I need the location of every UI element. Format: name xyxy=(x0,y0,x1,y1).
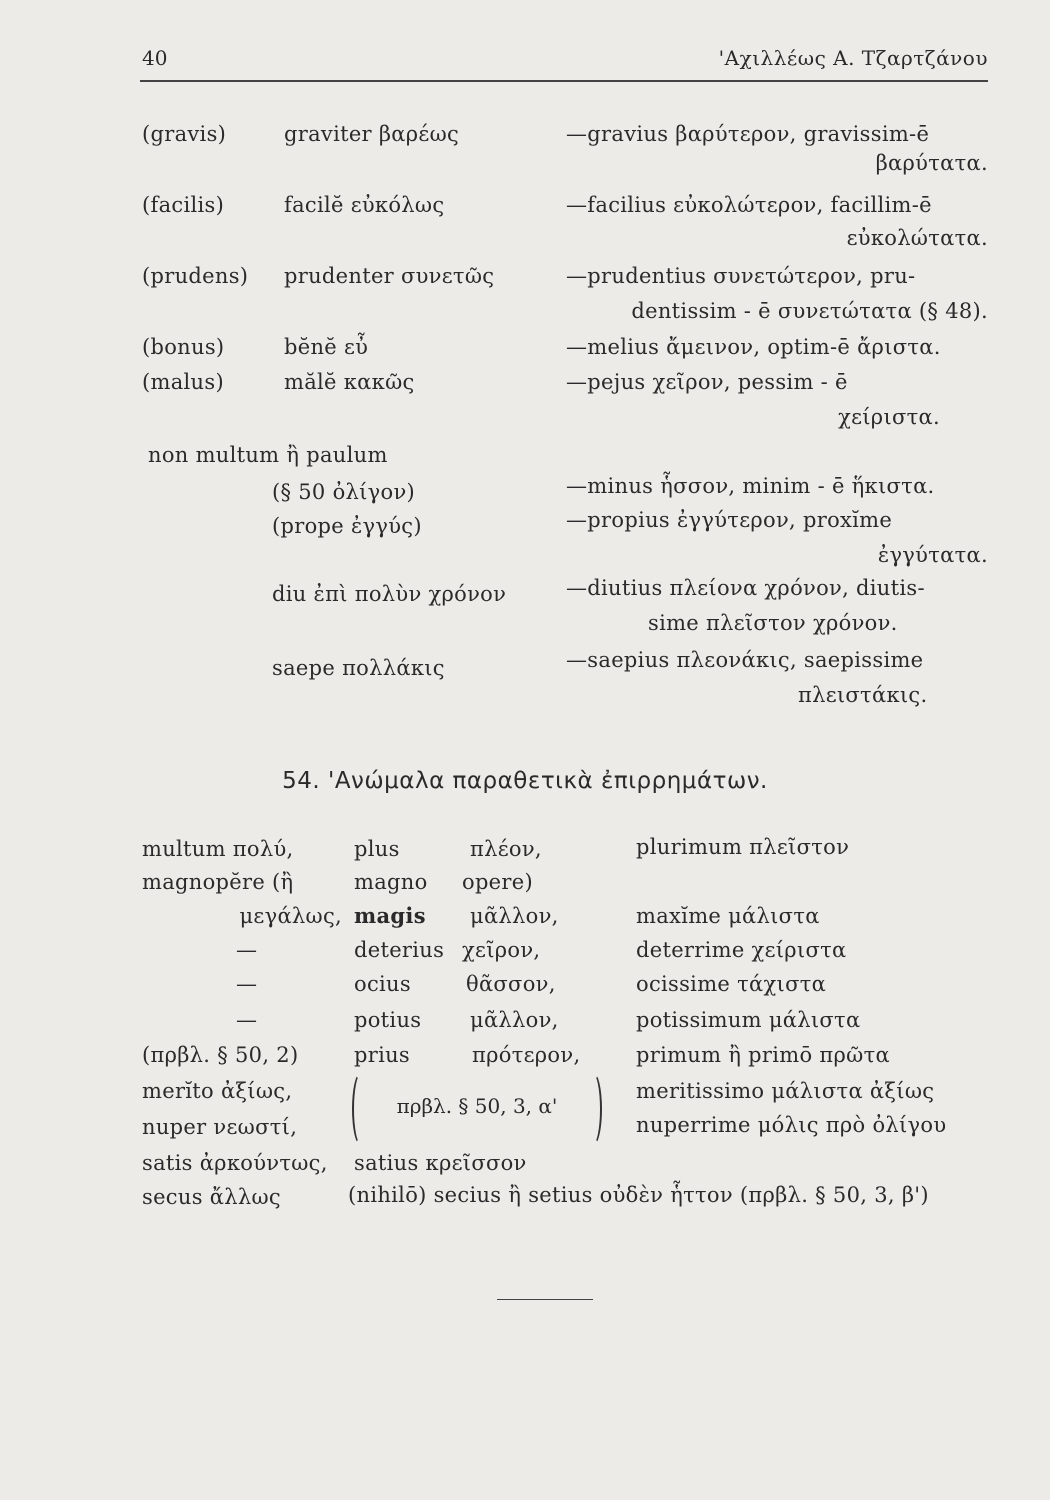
section-title: 54. 'Ανώμαλα παραθετικὰ ἐπιρρημάτων. xyxy=(282,768,768,794)
superlative-form: ocissime τάχιστα xyxy=(636,972,827,996)
positive-adverb: facilĕ εὐκόλως xyxy=(284,193,445,217)
superlative-form: potissimum μάλιστα xyxy=(636,1008,861,1032)
parenthetical-reference xyxy=(352,1072,602,1144)
empty-dash: — xyxy=(236,972,258,996)
positive-form: multum πολύ, xyxy=(142,837,294,861)
comparative-form: satius κρεῖσσον xyxy=(354,1151,527,1175)
continuation-line: εὐκολώτατα. xyxy=(846,226,988,250)
positive-form: μεγάλως, xyxy=(239,904,342,928)
comparative-latin: ocius xyxy=(354,972,411,996)
comparative-greek: θᾶσσον, xyxy=(466,972,556,996)
comparative-greek: μᾶλλον, xyxy=(470,904,559,928)
comparative-latin: plus xyxy=(354,837,400,861)
group-heading: non multum ἢ paulum xyxy=(148,443,388,467)
comparative-superlative: —melius ἄμεινον, optim-ē ἄριστα. xyxy=(566,335,941,359)
superlative-form: nuperrime μόλις πρὸ ὀλίγου xyxy=(636,1113,947,1137)
left-parenthesis xyxy=(352,1072,370,1146)
continuation-line: sime πλεῖστον χρόνον. xyxy=(648,611,898,635)
positive-adverb: mălĕ κακῶς xyxy=(284,370,415,394)
superlative-form: primum ἢ primō πρῶτα xyxy=(636,1043,890,1067)
comparative-latin: prius xyxy=(354,1043,410,1067)
positive-adverb: diu ἐπὶ πολὺν χρόνον xyxy=(272,582,507,606)
positive-adverb: graviter βαρέως xyxy=(284,122,460,146)
comparative-superlative: —minus ἧσσον, minim - ē ἥκιστα. xyxy=(566,474,935,498)
comparative-form: (nihilō) secius ἢ setius οὐδὲν ἧττον (πρβλ. § 50, 3, β') xyxy=(348,1183,929,1207)
superlative-form: plurimum πλεῖστον xyxy=(636,835,850,859)
positive-adverb: prudenter συνετῶς xyxy=(284,264,495,288)
base-word: (facilis) xyxy=(142,193,225,217)
comparative-greek: opere) xyxy=(462,870,533,894)
continuation-line: πλειστάκις. xyxy=(798,683,928,707)
comparative-greek: πρότερον, xyxy=(472,1043,581,1067)
positive-adverb: saepe πολλάκις xyxy=(272,656,445,680)
empty-dash: — xyxy=(236,938,258,962)
positive-form: merĭto ἀξίως, xyxy=(142,1079,293,1103)
base-word: (malus) xyxy=(142,370,224,394)
comparative-greek: μᾶλλον, xyxy=(470,1008,559,1032)
comparative-superlative: —propius ἐγγύτερον, proxĭme xyxy=(566,508,893,532)
comparative-superlative: —prudentius συνετώτερον, pru- xyxy=(566,264,916,288)
base-word: (prudens) xyxy=(142,264,249,288)
comparative-superlative: —facilius εὐκολώτερον, facillim-ē xyxy=(566,193,932,217)
base-word: (bonus) xyxy=(142,335,225,359)
header-rule xyxy=(140,80,988,82)
superlative-form: maxĭme μάλιστα xyxy=(636,904,820,928)
base-word: (gravis) xyxy=(142,122,227,146)
continuation-line: dentissim - ē συνετώτατα (§ 48). xyxy=(631,299,988,323)
comparative-latin: magis xyxy=(354,903,426,928)
comparative-superlative: —saepius πλεονάκις, saepissime xyxy=(566,648,924,672)
positive-adverb: (§ 50 ὀλίγον) xyxy=(272,480,416,504)
footer-rule xyxy=(497,1299,593,1300)
positive-adverb: bĕnĕ εὖ xyxy=(284,335,369,359)
positive-form: magnopĕre (ἢ xyxy=(142,870,294,894)
comparative-greek: πλέον, xyxy=(470,837,542,861)
positive-form: satis ἀρκούντως, xyxy=(142,1151,328,1175)
comparative-superlative: —pejus χεῖρον, pessim - ē xyxy=(566,370,848,394)
positive-form: secus ἄλλως xyxy=(142,1185,281,1209)
positive-form: nuper νεωστί, xyxy=(142,1115,298,1139)
comparative-latin: magno xyxy=(354,870,428,894)
right-parenthesis xyxy=(584,1072,602,1146)
comparative-latin: deterius xyxy=(354,938,445,962)
comparative-superlative: —gravius βαρύτερον, gravissim-ē xyxy=(566,122,930,146)
page-number: 40 xyxy=(142,46,168,70)
comparative-greek: χεῖρον, xyxy=(462,938,541,962)
comparative-superlative: —diutius πλείονα χρόνον, diutis- xyxy=(566,576,925,600)
empty-dash: — xyxy=(236,1008,258,1032)
continuation-line: χείριστα. xyxy=(838,405,940,429)
reference-note: πρβλ. § 50, 3, α' xyxy=(396,1094,558,1118)
continuation-line: ἐγγύτατα. xyxy=(877,543,988,567)
continuation-line: βαρύτατα. xyxy=(875,151,988,175)
comparative-latin: potius xyxy=(354,1008,422,1032)
superlative-form: meritissimo μάλιστα ἀξίως xyxy=(636,1079,935,1103)
reference-note: (πρβλ. § 50, 2) xyxy=(142,1043,299,1067)
positive-adverb: (prope ἐγγύς) xyxy=(272,514,422,538)
superlative-form: deterrime χείριστα xyxy=(636,938,847,962)
running-title: 'Αχιλλέως Α. Τζαρτζάνου xyxy=(718,46,988,70)
